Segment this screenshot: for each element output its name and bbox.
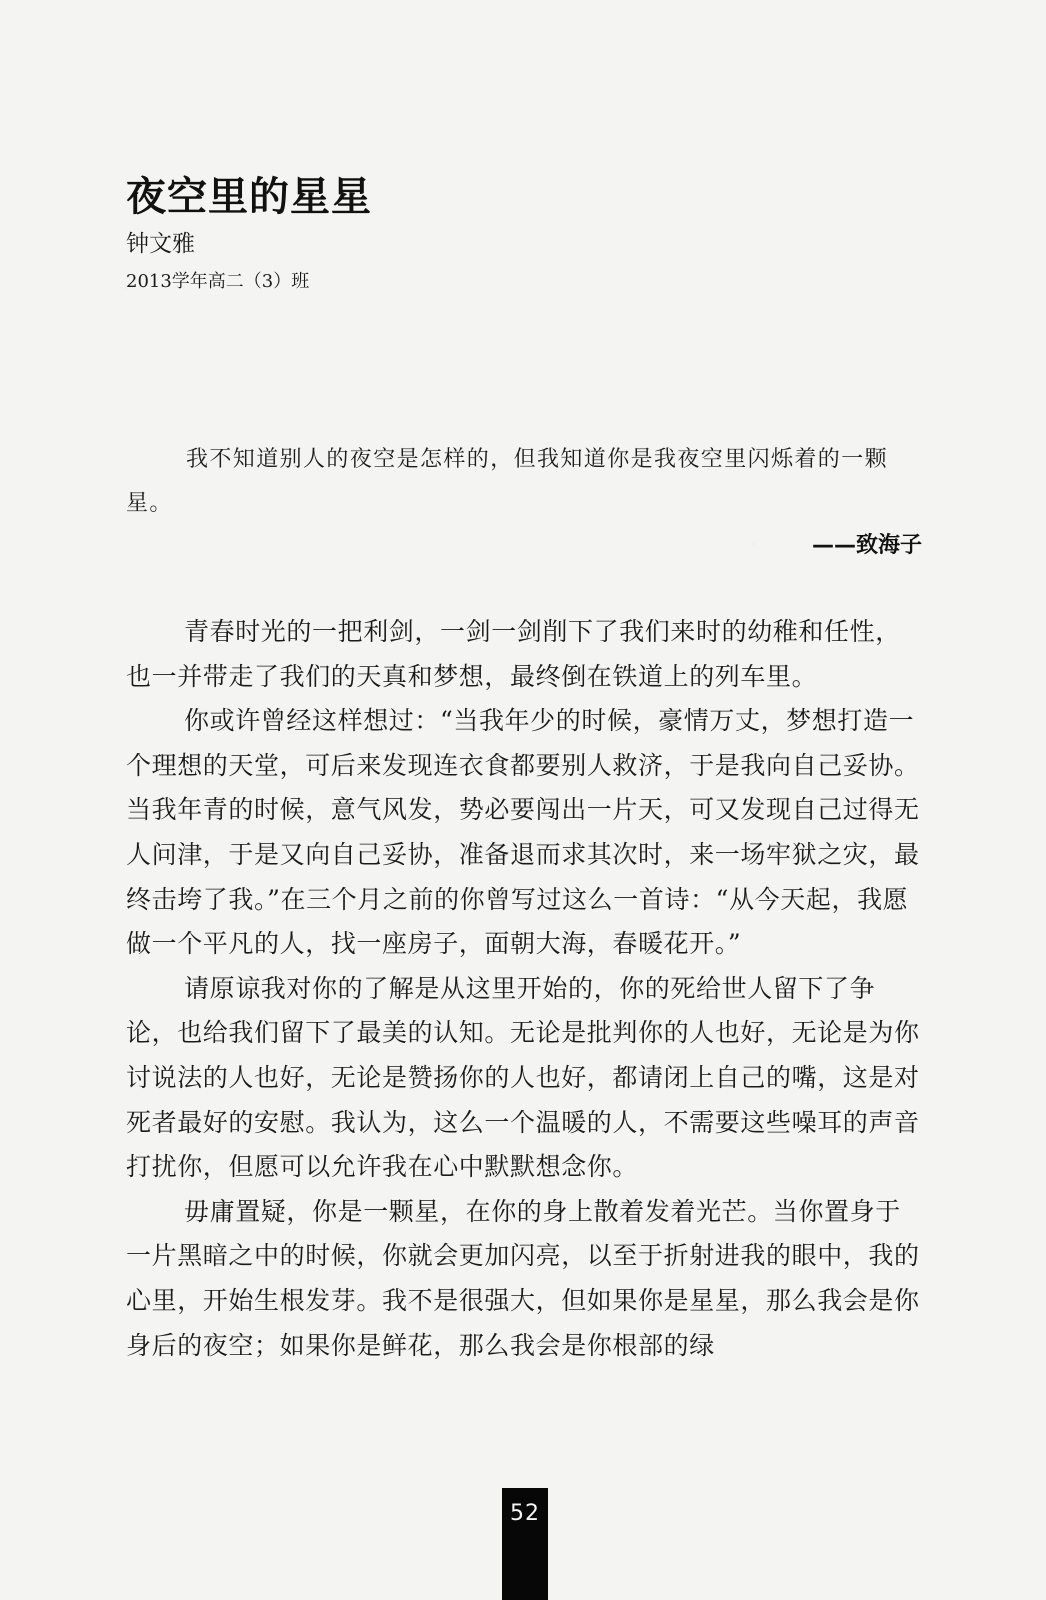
epigraph-signature: ——致海子 — [811, 533, 922, 558]
page-number: 52 — [502, 1488, 548, 1600]
body-paragraph: 青春时光的一把利剑，一剑一剑削下了我们来时的幼稚和任性，也一并带走了我们的天真和梦想，最终倒在铁道上的列车里。 — [126, 617, 901, 691]
body-paragraph: 你或许曾经这样想过：“当我年少的时候，豪情万丈，梦想打造一个理想的天堂，可后来发现连衣食都要别人救济，于是我向自己妥协。当我年青的时候，意气风发，势必要闯出一片天，可又发现自己过得无人问津，于是又向自己妥协，准备退而求其次时，来一场牢狱之灾，最终击垮了我。”在三个月之前的你曾写过这么一首诗：“从今天起，我愿做一个平凡的人，找一座房子，面朝大海，春暖花开。” — [126, 706, 920, 959]
article-author: 钟文雅 — [126, 231, 195, 257]
epigraph-text: 我不知道别人的夜空是怎样的，但我知道你是我夜空里闪烁着的一颗星。 — [126, 447, 889, 516]
author-class-info: 2013学年高二（3）班 — [126, 271, 310, 292]
body-paragraph: 毋庸置疑，你是一颗星，在你的身上散着发着光芒。当你置身于一片黑暗之中的时候，你就会更加闪亮，以至于折射进我的眼中，我的心里，开始生根发芽。我不是很强大，但如果你是星星，那么我会是你身后的夜空；如果你是鲜花，那么我会是你根部的绿 — [126, 1196, 920, 1360]
body-paragraph: 请原谅我对你的了解是从这里开始的，你的死给世人留下了争论，也给我们留下了最美的认知。无论是批判你的人也好，无论是为你讨说法的人也好，无论是赞扬你的人也好，都请闭上自己的嘴，这是对死者最好的安慰。我认为，这么一个温暖的人，不需要这些噪耳的声音打扰你，但愿可以允许我在心中默默想念你。 — [126, 973, 920, 1182]
article-title: 夜空里的星星 — [126, 174, 372, 220]
article-body — [126, 610, 922, 1368]
